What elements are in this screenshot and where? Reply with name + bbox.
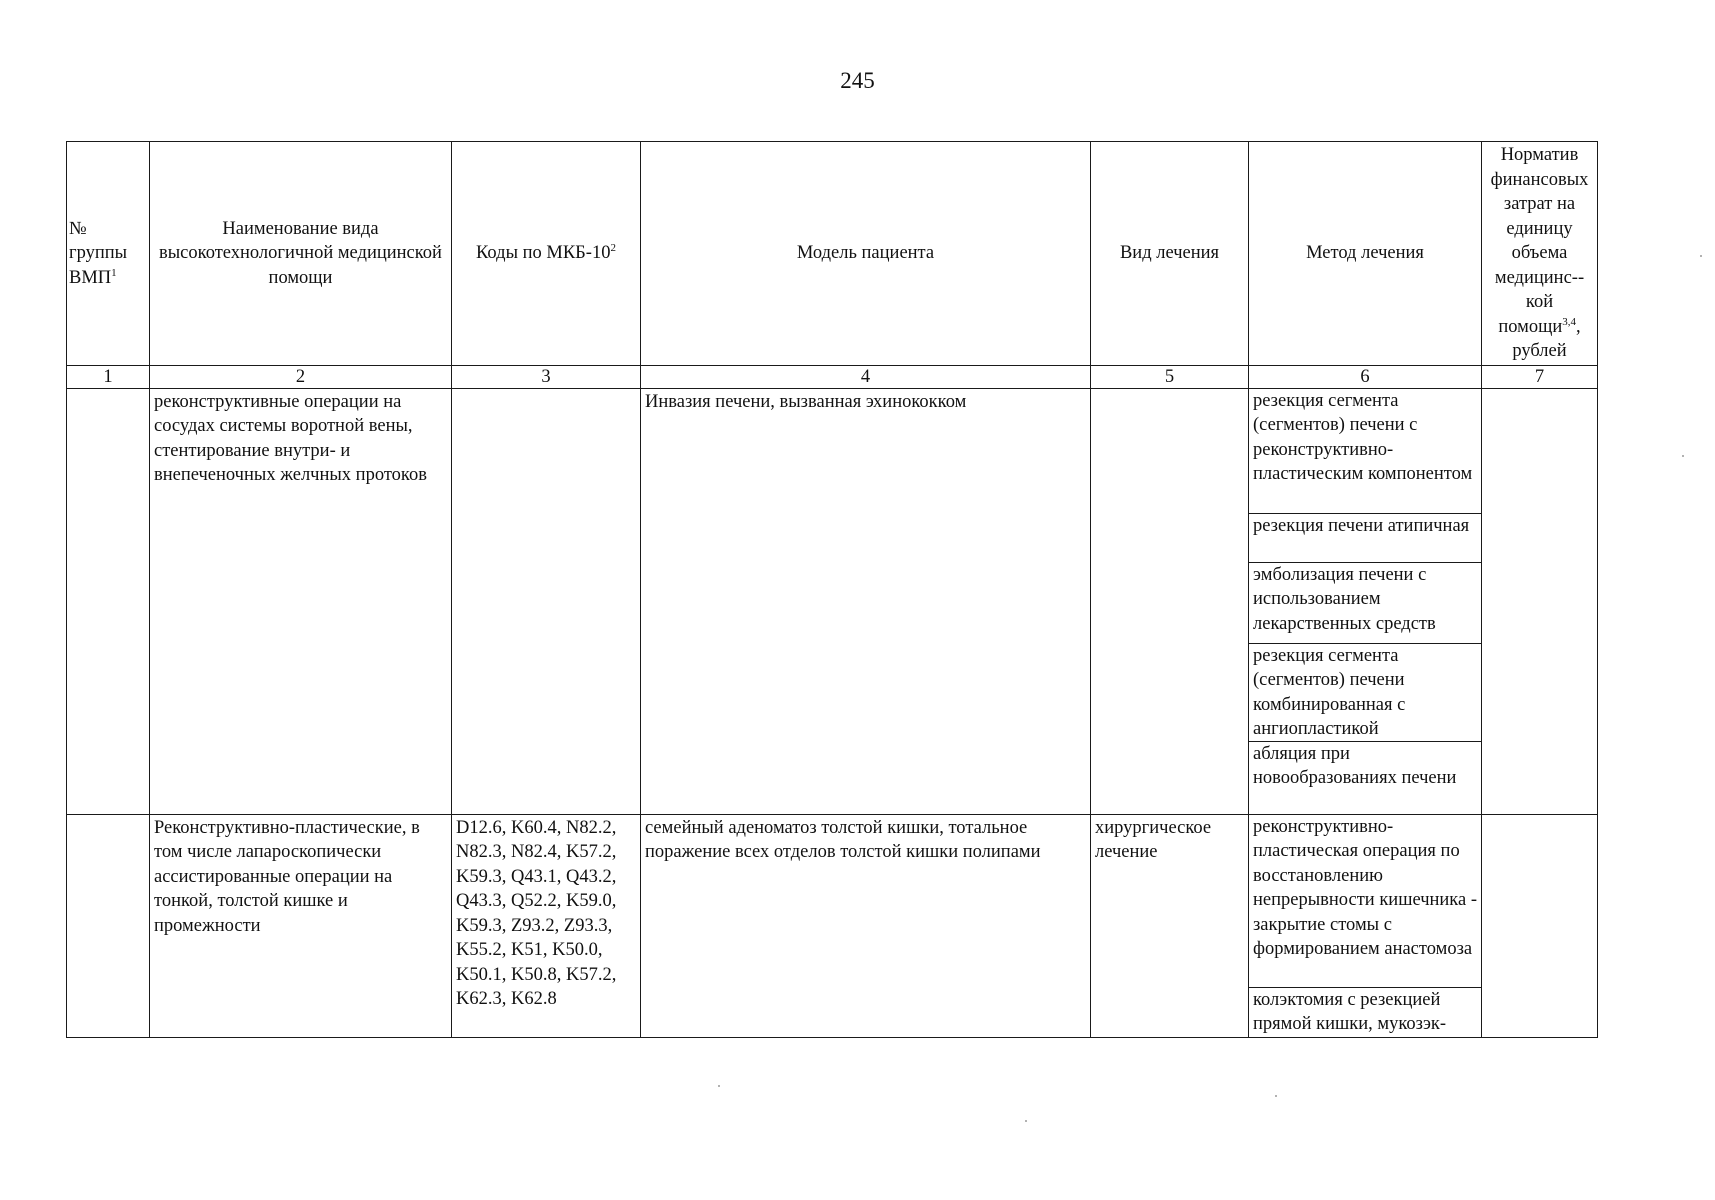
- cost-standard-cell: [1482, 388, 1598, 814]
- method-item: абляция при новообразованиях печени: [1249, 741, 1481, 814]
- scan-speck: [718, 1085, 720, 1087]
- table-row: [67, 388, 1598, 814]
- method-item: резекция сегмента (сегментов) печени с реконструктивно-пластическим компонентом: [1253, 390, 1473, 484]
- scan-speck: [1025, 1120, 1027, 1122]
- column-number: 4: [641, 365, 1091, 388]
- vmp-table: [66, 141, 1598, 1038]
- page-number: 245: [840, 68, 875, 93]
- table-row: [67, 814, 1598, 1037]
- icd-codes-cell: [452, 388, 641, 814]
- column-number: 3: [452, 365, 641, 388]
- group-number-cell: [67, 388, 150, 814]
- header-treatment-type: Вид лечения: [1091, 142, 1249, 366]
- patient-model-cell: Инвазия печени, вызванная эхинококком: [641, 388, 1091, 814]
- method-item: резекция печени атипичная: [1249, 513, 1481, 562]
- treatment-type-cell: [1091, 388, 1249, 814]
- care-type-name-cell: реконструктивные операции на сосудах системы воротной вены, стентирование внутри- и внепеченочных желчных протоков: [150, 388, 452, 814]
- column-number: 2: [150, 365, 452, 388]
- header-row: [67, 142, 1598, 366]
- care-type-name-cell: Реконструктивно-пластические, в том числе лапароскопически ассистированные операции на тонкой, толстой кишке и промежности: [150, 814, 452, 1037]
- column-number: 6: [1249, 365, 1482, 388]
- column-number: 1: [67, 365, 150, 388]
- scan-speck: [1682, 455, 1684, 457]
- treatment-type-cell: хирургическое лечение: [1091, 814, 1249, 1037]
- scan-speck: [1275, 1095, 1277, 1097]
- treatment-method-cell: [1249, 388, 1482, 814]
- method-item: эмболизация печени с использованием лекарственных средств: [1249, 562, 1481, 643]
- group-number-cell: [67, 814, 150, 1037]
- header-care-type-name: Наименование вида высокотехнологичной медицинской помощи: [150, 142, 452, 366]
- scan-speck: [1700, 255, 1702, 257]
- cost-standard-cell: [1482, 814, 1598, 1037]
- method-item: реконструктивно-пластическая операция по восстановлению непрерывности кишечника - закрытие стомы с формированием анастомоза: [1253, 816, 1478, 959]
- method-item: колэктомия с резекцией прямой кишки, мукозэк-: [1249, 987, 1481, 1037]
- header-treatment-method: Метод лечения: [1249, 142, 1482, 366]
- header-icd-codes: Коды по МКБ-$10^2$: [452, 142, 641, 366]
- header-group-number: № группы ВМП$^1$: [67, 142, 150, 366]
- patient-model-cell: семейный аденоматоз толстой кишки, тотальное поражение всех отделов толстой кишки полипами: [641, 814, 1091, 1037]
- method-item: резекция сегмента (сегментов) печени комбинированная с ангиопластикой: [1249, 643, 1481, 741]
- header-patient-model: Модель пациента: [641, 142, 1091, 366]
- column-number: 5: [1091, 365, 1249, 388]
- column-number-row: [67, 365, 1598, 388]
- treatment-method-cell: [1249, 814, 1482, 1037]
- header-cost-standard: Норматив финансовых затрат на единицу объема медицинс-кой помощи$^{3,4}$, рублей: [1482, 142, 1598, 366]
- icd-codes-cell: D12.6, K60.4, N82.2, N82.3, N82.4, K57.2, K59.3, Q43.1, Q43.2, Q43.3, Q52.2, K59.0, K59.3, Z93.2, Z93.3, K55.2, K51, K50.0, K50.1, K50.8, K57.2, K62.3, K62.8: [452, 814, 641, 1037]
- column-number: 7: [1482, 365, 1598, 388]
